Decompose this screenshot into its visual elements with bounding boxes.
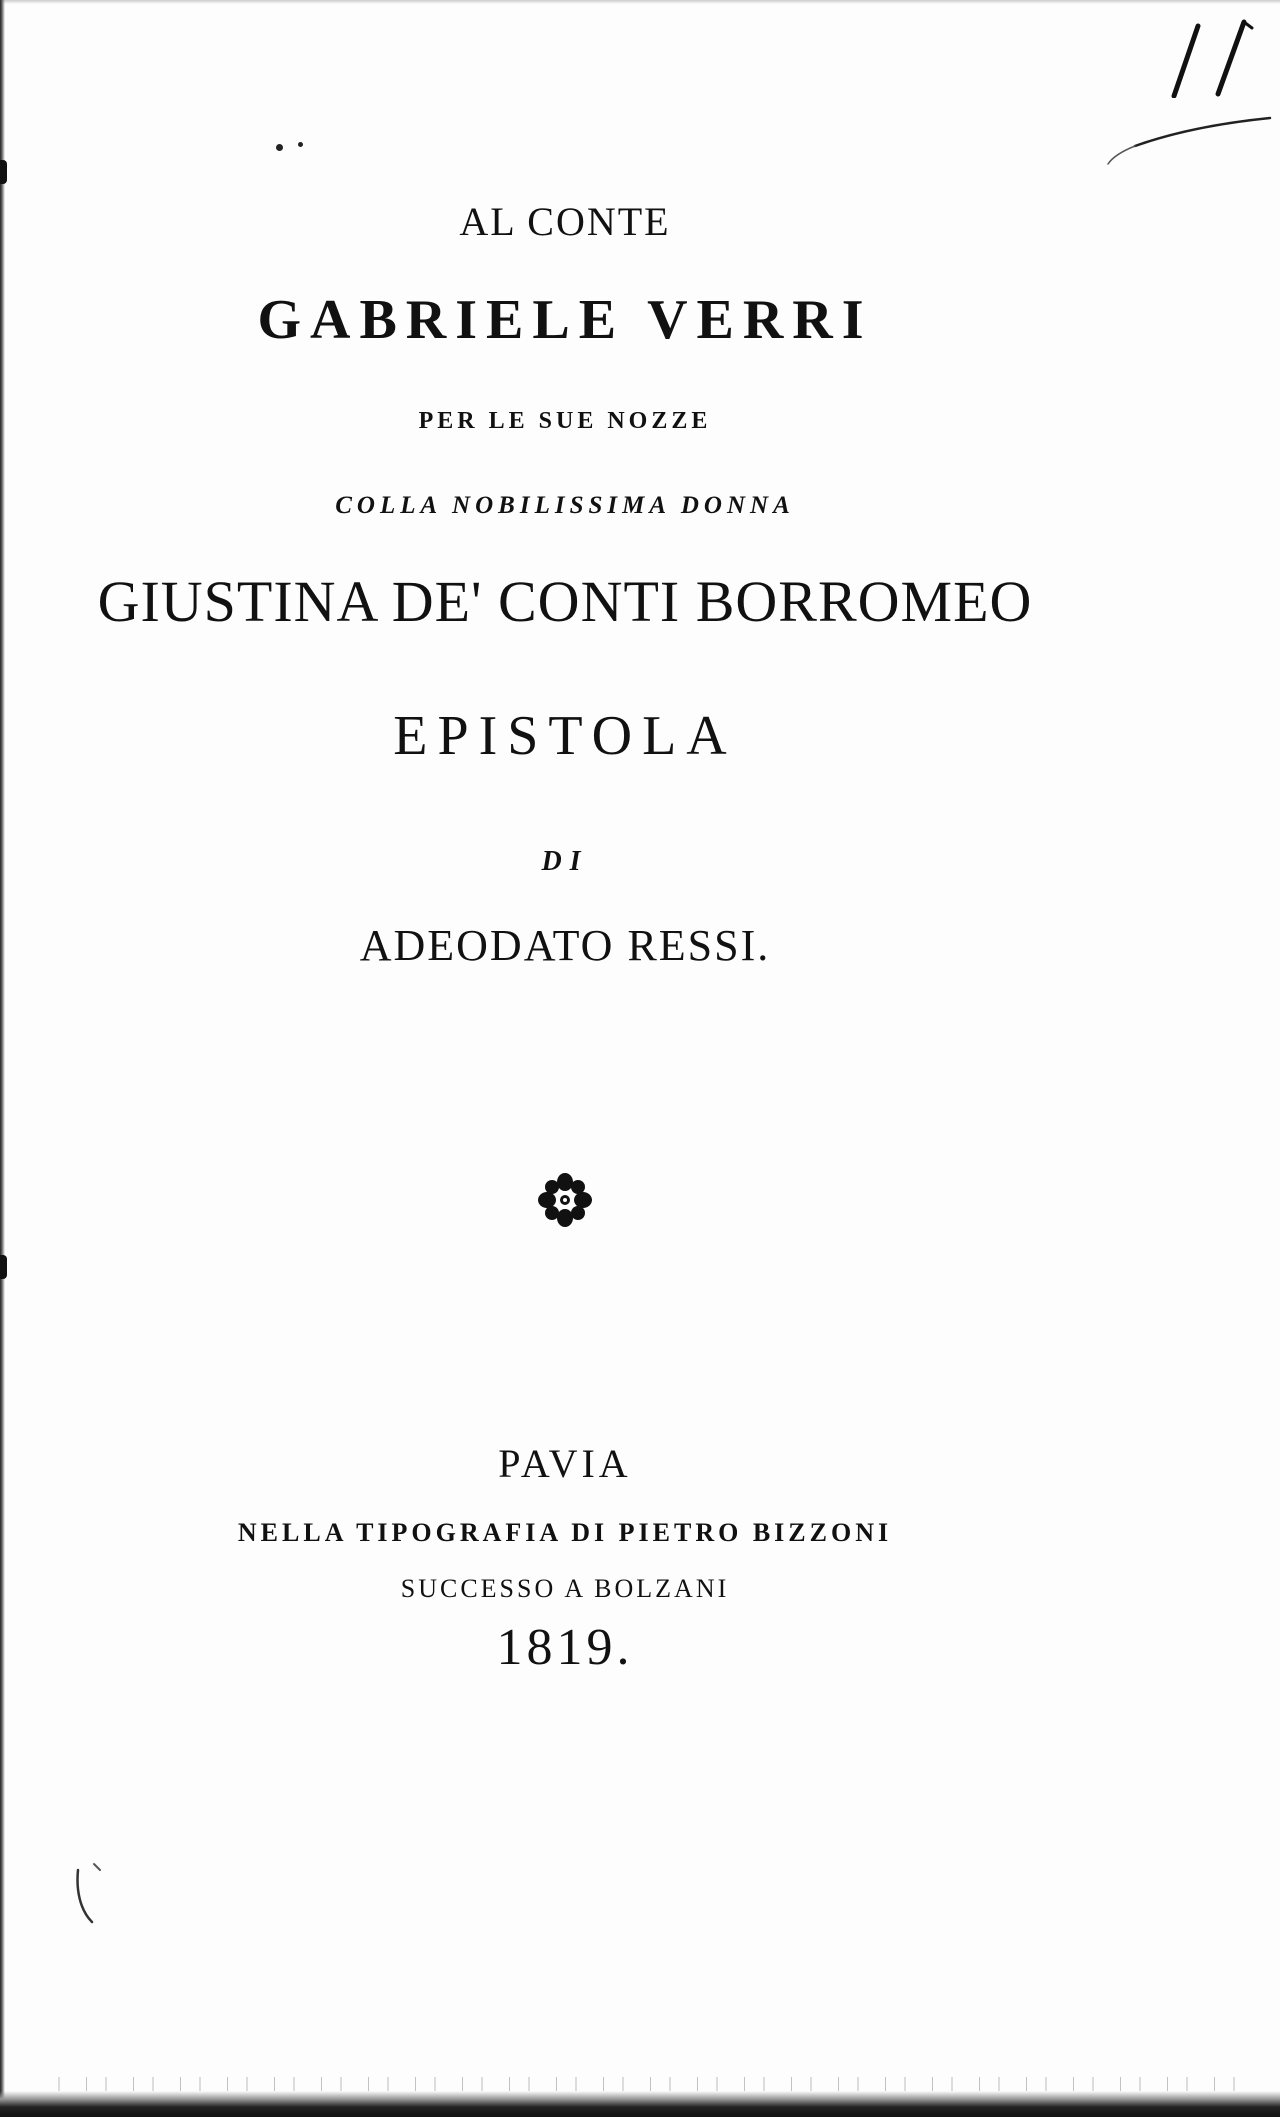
scan-edge-notch (0, 1255, 7, 1279)
dedicatee-name: GABRIELE VERRI (257, 289, 873, 351)
stray-pencil-mark-icon (70, 1860, 120, 1930)
scan-bottom-edge (0, 2091, 1280, 2117)
occasion-line: PER LE SUE NOZZE (418, 408, 712, 434)
work-title: EPISTOLA (393, 705, 737, 767)
imprint-successor: SUCCESSO A BOLZANI (400, 1574, 730, 1603)
scan-edge-notch (0, 160, 7, 184)
imprint-city: PAVIA (498, 1441, 632, 1486)
handwritten-page-number-icon (1160, 18, 1270, 98)
bride-name: GIUSTINA DE' CONTI BORROMEO (97, 569, 1033, 634)
ink-specks (272, 140, 312, 152)
scan-bottom-noise (40, 2077, 1260, 2091)
imprint-year: 1819. (496, 1619, 634, 1676)
imprint-printer: NELLA TIPOGRAFIA DI PIETRO BIZZONI (237, 1518, 893, 1547)
dedication-prefix: AL CONTE (459, 199, 671, 244)
scan-top-edge (0, 0, 1280, 4)
pencil-stroke-icon (1060, 112, 1280, 172)
flower-ornament-icon (535, 1170, 595, 1230)
by-line: DI (541, 846, 589, 877)
occasion-detail-line: COLLA NOBILISSIMA DONNA (335, 492, 795, 519)
author-name: ADEODATO RESSI. (359, 921, 771, 970)
